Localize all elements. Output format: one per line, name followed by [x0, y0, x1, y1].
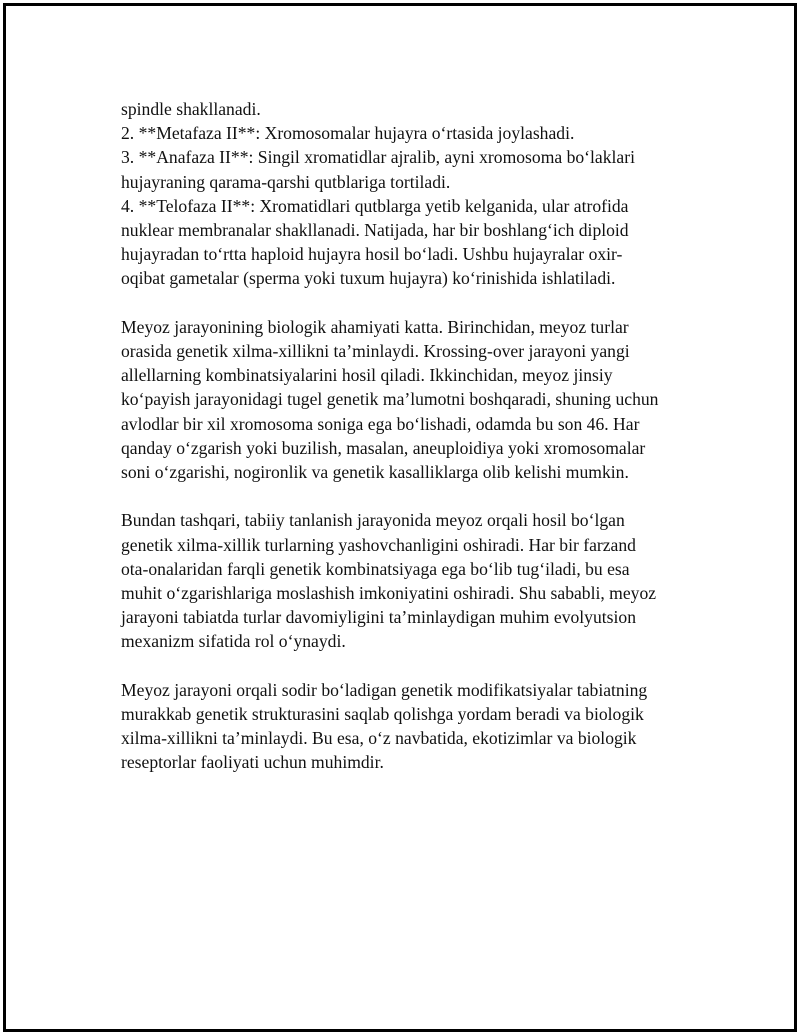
text-line: orasida genetik xilma-xillikni ta’minlaydi. Krossing-over jarayoni yangi: [121, 341, 630, 362]
text-line: ko‘payish jarayonidagi tugel genetik ma’lumotni boshqaradi, shuning uchun: [121, 389, 659, 410]
paragraph-genetic-modifications: [121, 678, 691, 775]
text-line: 4. **Telofaza II**: Xromatidlari qutblarga yetib kelganida, ular atrofida: [121, 195, 629, 216]
text-line: 2. **Metafaza II**: Xromosomalar hujayra o‘rtasida joylashadi.: [121, 123, 575, 144]
paragraph-gap: [121, 484, 691, 508]
paragraph-gap: [121, 291, 691, 315]
text-line: jarayoni tabiatda turlar davomiyligini ta’minlaydigan muhim evolyutsion: [121, 607, 636, 628]
text-line: mexanizm sifatida rol o‘ynaydi.: [121, 631, 346, 652]
text-line: qanday o‘zgarish yoki buzilish, masalan, aneuploidiya yoki xromosomalar: [121, 437, 646, 458]
text-line: spindle shakllanadi.: [121, 99, 261, 119]
text-line: ota-onalaridan farqli genetik kombinatsiyaga ega bo‘lib tug‘iladi, bu esa: [121, 558, 630, 579]
text-line: genetik xilma-xillik turlarning yashovchanligini oshiradi. Har bir farzand: [121, 534, 636, 555]
page-frame: [3, 3, 797, 1032]
text-line: oqibat gametalar (sperma yoki tuxum hujayra) ko‘rinishida ishlatiladi.: [121, 268, 616, 289]
paragraph-meiosis-ii-phases: [121, 97, 691, 291]
text-line: xilma-xillikni ta’minlaydi. Bu esa, o‘z navbatida, ekotizimlar va biologik: [121, 728, 637, 749]
text-line: hujayraning qarama-qarshi qutblariga tortiladi.: [121, 171, 451, 192]
paragraph-biological-significance: [121, 315, 691, 484]
text-line: nuklear membranalar shakllanadi. Natijada, har bir boshlang‘ich diploid: [121, 220, 629, 241]
document-body: [121, 97, 691, 775]
text-line: reseptorlar faoliyati uchun muhimdir.: [121, 752, 384, 773]
text-line: Meyoz jarayoni orqali sodir bo‘ladigan genetik modifikatsiyalar tabiatning: [121, 679, 648, 700]
text-line: Bundan tashqari, tabiiy tanlanish jarayonida meyoz orqali hosil bo‘lgan: [121, 510, 625, 531]
text-line: soni o‘zgarishi, nogironlik va genetik kasalliklarga olib kelishi mumkin.: [121, 462, 629, 483]
text-line: murakkab genetik strukturasini saqlab qolishga yordam beradi va biologik: [121, 704, 644, 725]
text-line: hujayradan to‘rtta haploid hujayra hosil bo‘ladi. Ushbu hujayralar oxir-: [121, 244, 623, 265]
paragraph-natural-selection: [121, 508, 691, 653]
text-line: 3. **Anafaza II**: Singil xromatidlar ajralib, ayni xromosoma bo‘laklari: [121, 147, 635, 168]
paragraph-gap: [121, 654, 691, 678]
text-line: muhit o‘zgarishlariga moslashish imkoniyatini oshiradi. Shu sababli, meyoz: [121, 583, 657, 604]
text-line: Meyoz jarayonining biologik ahamiyati katta. Birinchidan, meyoz turlar: [121, 316, 629, 337]
text-line: allellarning kombinatsiyalarini hosil qiladi. Ikkinchidan, meyoz jinsiy: [121, 365, 613, 386]
text-line: avlodlar bir xil xromosoma soniga ega bo‘lishadi, odamda bu son 46. Har: [121, 413, 640, 434]
